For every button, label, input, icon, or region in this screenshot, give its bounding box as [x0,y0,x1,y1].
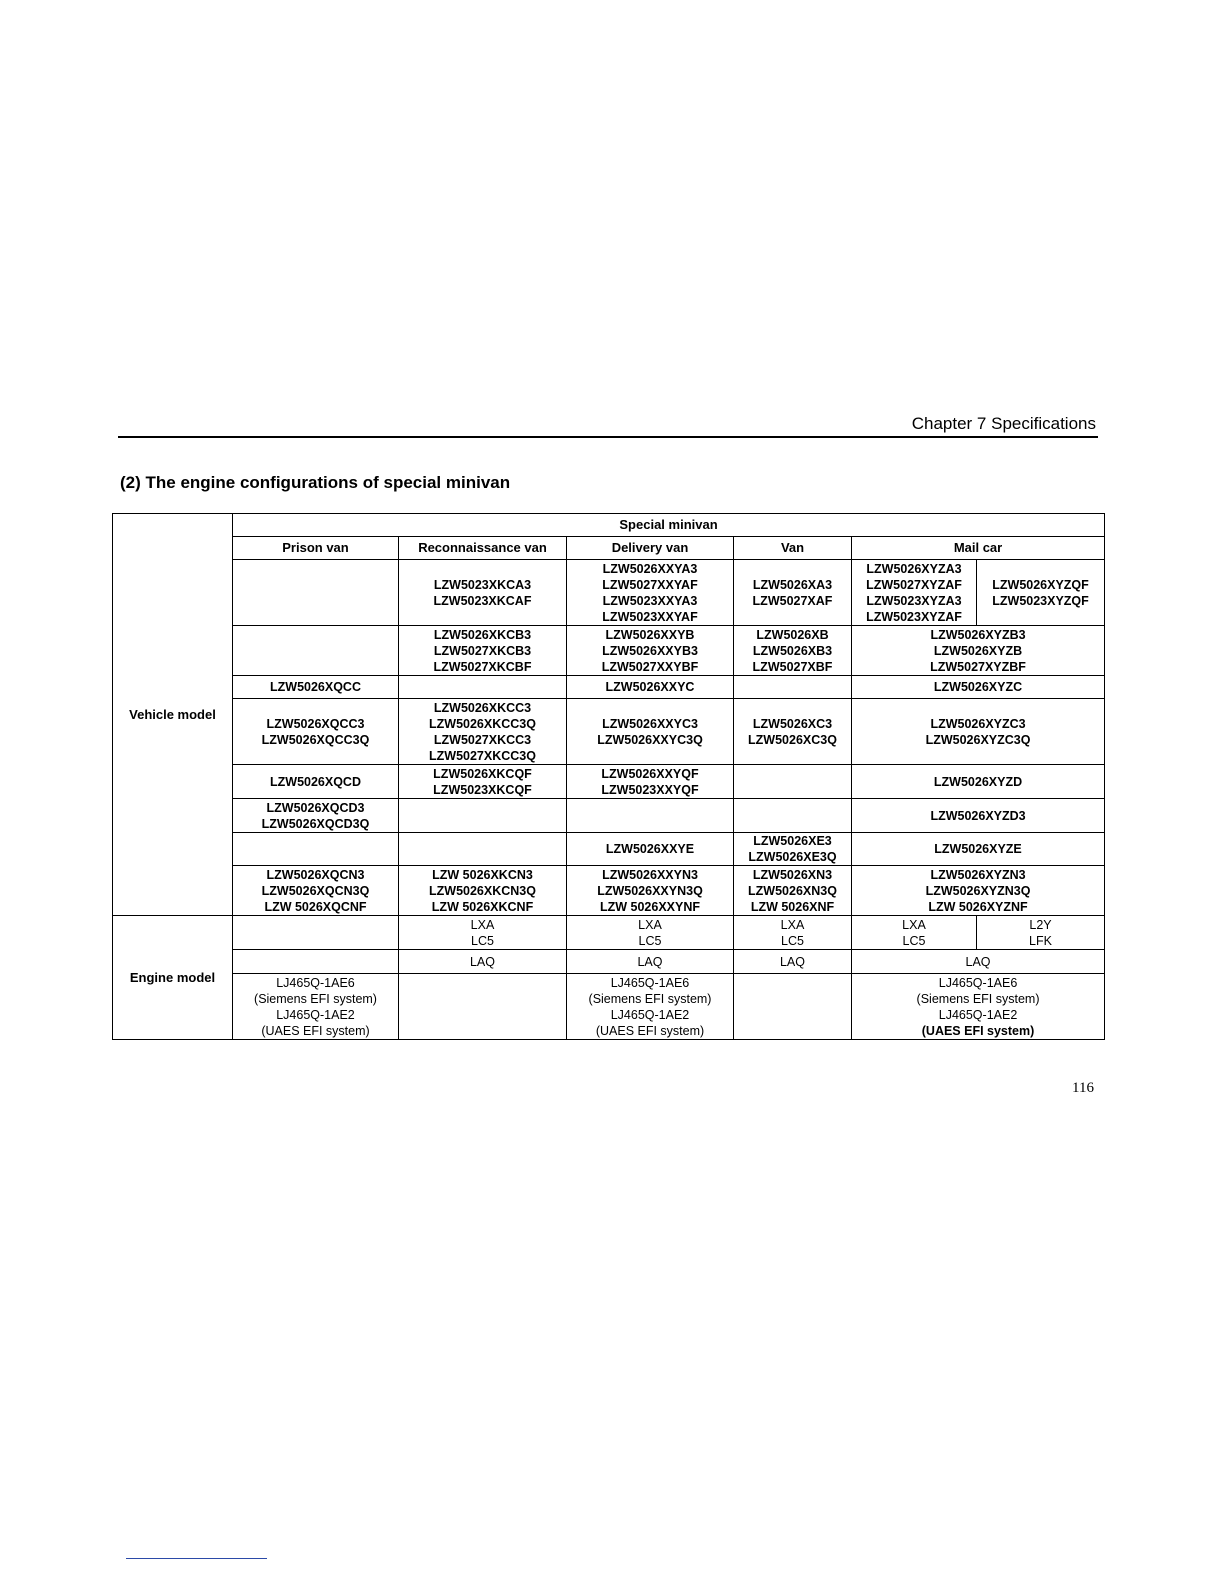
cell-er0-recon [399,916,567,950]
cell-line: LZW5026XQCN3 [266,867,365,882]
cell-line: LZW5026XYZC3Q [925,732,1031,747]
engine-config-table [112,513,1105,1040]
cell-vr1-recon [399,626,567,676]
cell-line: LZW 5026XYZNF [928,899,1028,914]
group-header-special-minivan: Special minivan [233,514,1105,537]
cell-line: LZW5027XXYAF [602,577,698,592]
cell-vr2-prison [233,676,399,699]
cell-line: LZW5026XQCD [270,774,361,789]
cell-vr7-van [734,866,852,916]
cell-line: LZW5023XKCA3 [433,577,532,592]
cell-line: LZW5026XA3 [752,577,833,592]
cell-line: LFK [1029,933,1052,948]
cell-line: LZW5026XYZN3Q [925,883,1031,898]
cell-er0-mail-a [852,916,977,950]
cell-line: LZW5026XQCC [270,680,361,694]
cell-vr5-delivery [567,799,734,833]
cell-line: (Siemens EFI system) [916,991,1040,1006]
cell-line: LXA [780,917,805,932]
cell-line: LZW5027XKCB3 [433,643,532,658]
cell-line: LZW5026XXYA3 [602,561,698,576]
cell-line: LXA [638,917,662,932]
cell-vr3-prison [233,699,399,765]
cell-line: LZW5026XQCD3 [266,800,365,815]
cell-line: LZW 5026XKCN3 [432,867,533,882]
row-group-engine: Engine model [113,916,233,1040]
row-group-vehicle: Vehicle model [113,514,233,916]
cell-line: LZW5026XXYB [605,627,695,642]
cell-vr2-delivery [567,676,734,699]
cell-vr5-prison [233,799,399,833]
cell-line: LZW5027XKCBF [433,659,532,674]
cell-line: LZW5026XXYQF [601,766,699,781]
cell-line: LZW5026XB3 [752,643,833,658]
cell-line: LZW5026XYZC [933,680,1023,694]
cell-line: LZW5023XYZAF [866,609,962,624]
cell-line: LZW5023XXYA3 [602,593,698,608]
cell-line: LZW5026XYZN3 [930,867,1026,882]
cell-vr1-van [734,626,852,676]
cell-line: LZW5027XYZAF [866,577,962,592]
cell-line: LZW5026XYZE [934,842,1022,856]
cell-line: LZW5026XXYC3 [602,716,698,731]
cell-line: LZW5026XXYC [605,680,695,694]
cell-line: LZW 5026XKCNF [431,899,534,914]
page-number: 116 [1072,1080,1094,1096]
cell-vr0-van [734,560,852,626]
cell-line: LZW5026XYZA3 [866,561,962,576]
cell-vr0-prison [233,560,399,626]
cell-vr5-recon [399,799,567,833]
cell-vr3-delivery [567,699,734,765]
cell-line: LXA [902,917,926,932]
cell-line: LZW5026XXYN3 [602,867,698,882]
cell-line: LZW5027XBF [752,659,833,674]
cell-line: LJ465Q-1AE2 [610,1007,690,1022]
cell-line: LZW5026XYZB3 [930,627,1026,642]
cell-line: LZW5026XQCD3Q [261,816,370,831]
cell-line: LZW5026XKCB3 [433,627,532,642]
cell-er2-prison [233,974,399,1040]
cell-line: LZW5027XKCC3 [433,732,532,747]
cell-vr6-recon [399,833,567,866]
cell-vr6-van [734,833,852,866]
cell-line: LZW5023XKCQF [433,782,532,797]
cell-vr1-mail [852,626,1105,676]
cell-line: LZW5026XQCN3Q [261,883,370,898]
col-header-reconnaissance-van: Reconnaissance van [399,537,567,560]
cell-line: (UAES EFI system) [261,1023,370,1038]
cell-vr6-mail [852,833,1105,866]
cell-line: LZW 5026XQCNF [264,899,367,914]
cell-line: LZW5026XKCQF [433,766,532,781]
cell-er2-delivery [567,974,734,1040]
cell-line: LZW5026XKCC3 [433,700,532,715]
cell-line: LZW5027XYZBF [930,659,1026,674]
cell-vr3-recon [399,699,567,765]
cell-line: LZW5026XE3 [753,834,832,848]
cell-line: LZW5026XYZQF [992,577,1089,592]
cell-vr0-delivery [567,560,734,626]
cell-line: LZW5027XAF [752,593,833,608]
cell-line: LZW5023XXYQF [601,782,699,797]
cell-line: LZW5026XXYB3 [602,643,698,658]
col-header-van: Van [734,537,852,560]
cell-line: LJ465Q-1AE6 [276,975,355,990]
cell-vr1-delivery [567,626,734,676]
cell-line: LZW5026XYZB [933,643,1023,658]
cell-line: LAQ [965,954,991,969]
cell-vr4-prison [233,765,399,799]
cell-line: LAQ [779,954,805,969]
cell-vr4-delivery [567,765,734,799]
cell-line: LZW5026XQCC3Q [261,732,370,747]
cell-vr5-van [734,799,852,833]
cell-vr4-van [734,765,852,799]
cell-line: LZW 5026XNF [750,899,835,914]
cell-vr4-recon [399,765,567,799]
cell-vr0-mail-a [852,560,977,626]
cell-line: LZW5026XYZD [933,774,1023,789]
cell-er0-prison [233,916,399,950]
cell-vr5-mail [852,799,1105,833]
cell-er2-van [734,974,852,1040]
cell-vr7-delivery [567,866,734,916]
cell-vr1-prison [233,626,399,676]
cell-line: LC5 [471,933,494,948]
cell-er2-mail [852,974,1105,1040]
col-header-delivery-van: Delivery van [567,537,734,560]
cell-er1-delivery [567,950,734,974]
cell-vr2-recon [399,676,567,699]
cell-line: LZW 5026XXYNF [599,899,701,914]
footnote-rule [126,1558,267,1559]
cell-er1-van [734,950,852,974]
cell-line: LC5 [902,933,926,948]
cell-vr6-delivery [567,833,734,866]
cell-vr4-mail [852,765,1105,799]
cell-line: LJ465Q-1AE6 [610,975,690,990]
cell-line: LAQ [637,954,663,969]
cell-vr2-van [734,676,852,699]
cell-vr7-prison [233,866,399,916]
cell-er0-delivery [567,916,734,950]
cell-line: LZW5026XKCN3Q [429,883,536,898]
cell-line: LZW5026XN3 [752,867,833,882]
cell-vr7-mail [852,866,1105,916]
cell-line: LZW5026XXYC3Q [597,732,703,747]
cell-line: LZW5027XXYBF [601,659,699,674]
cell-line: LZW5023XYZQF [992,593,1089,608]
cell-line: LZW5026XQCC3 [266,716,365,731]
cell-line: (UAES EFI system) [921,1023,1035,1038]
cell-line: LZW5026XE3Q [748,850,837,864]
cell-line: LZW5026XN3Q [748,883,837,898]
header-rule [118,436,1098,438]
cell-line: (UAES EFI system) [595,1023,705,1038]
cell-line: LJ465Q-1AE2 [938,1007,1018,1022]
cell-line: LZW5026XXYE [605,842,695,856]
cell-line: L2Y [1029,917,1052,932]
cell-line: LZW5026XYZD3 [930,808,1026,823]
cell-line: LZW5023XYZA3 [866,593,962,608]
cell-line: LJ465Q-1AE6 [938,975,1018,990]
cell-er1-mail [852,950,1105,974]
cell-line: LC5 [781,933,804,948]
section-title: (2) The engine configurations of special minivan [120,473,511,492]
cell-vr3-van [734,699,852,765]
cell-line: LZW5026XXYN3Q [597,883,703,898]
cell-vr0-mail-b [977,560,1105,626]
cell-vr2-mail [852,676,1105,699]
col-header-mail-car: Mail car [852,537,1105,560]
cell-vr3-mail [852,699,1105,765]
cell-er1-recon [399,950,567,974]
cell-line: LZW5026XB [756,627,829,642]
col-header-prison-van: Prison van [233,537,399,560]
cell-er1-prison [233,950,399,974]
cell-line: LXA [470,917,495,932]
cell-er2-recon [399,974,567,1040]
cell-er0-van [734,916,852,950]
cell-line: LZW5023XKCAF [433,593,532,608]
cell-er0-mail-b [977,916,1105,950]
cell-line: LJ465Q-1AE2 [276,1007,355,1022]
cell-line: LAQ [469,954,495,969]
cell-line: LZW5026XKCC3Q [429,716,536,731]
cell-line: LZW5027XKCC3Q [429,748,536,763]
cell-line: LZW5023XXYAF [602,609,698,624]
cell-line: LC5 [638,933,662,948]
cell-line: LZW5026XYZC3 [930,716,1026,731]
chapter-header: Chapter 7 Specifications [911,414,1096,433]
cell-line: LZW5026XC3Q [748,732,837,747]
cell-line: (Siemens EFI system) [588,991,712,1006]
cell-vr0-recon [399,560,567,626]
cell-line: (Siemens EFI system) [254,991,377,1006]
cell-vr6-prison [233,833,399,866]
cell-line: LZW5026XC3 [752,716,833,731]
cell-vr7-recon [399,866,567,916]
